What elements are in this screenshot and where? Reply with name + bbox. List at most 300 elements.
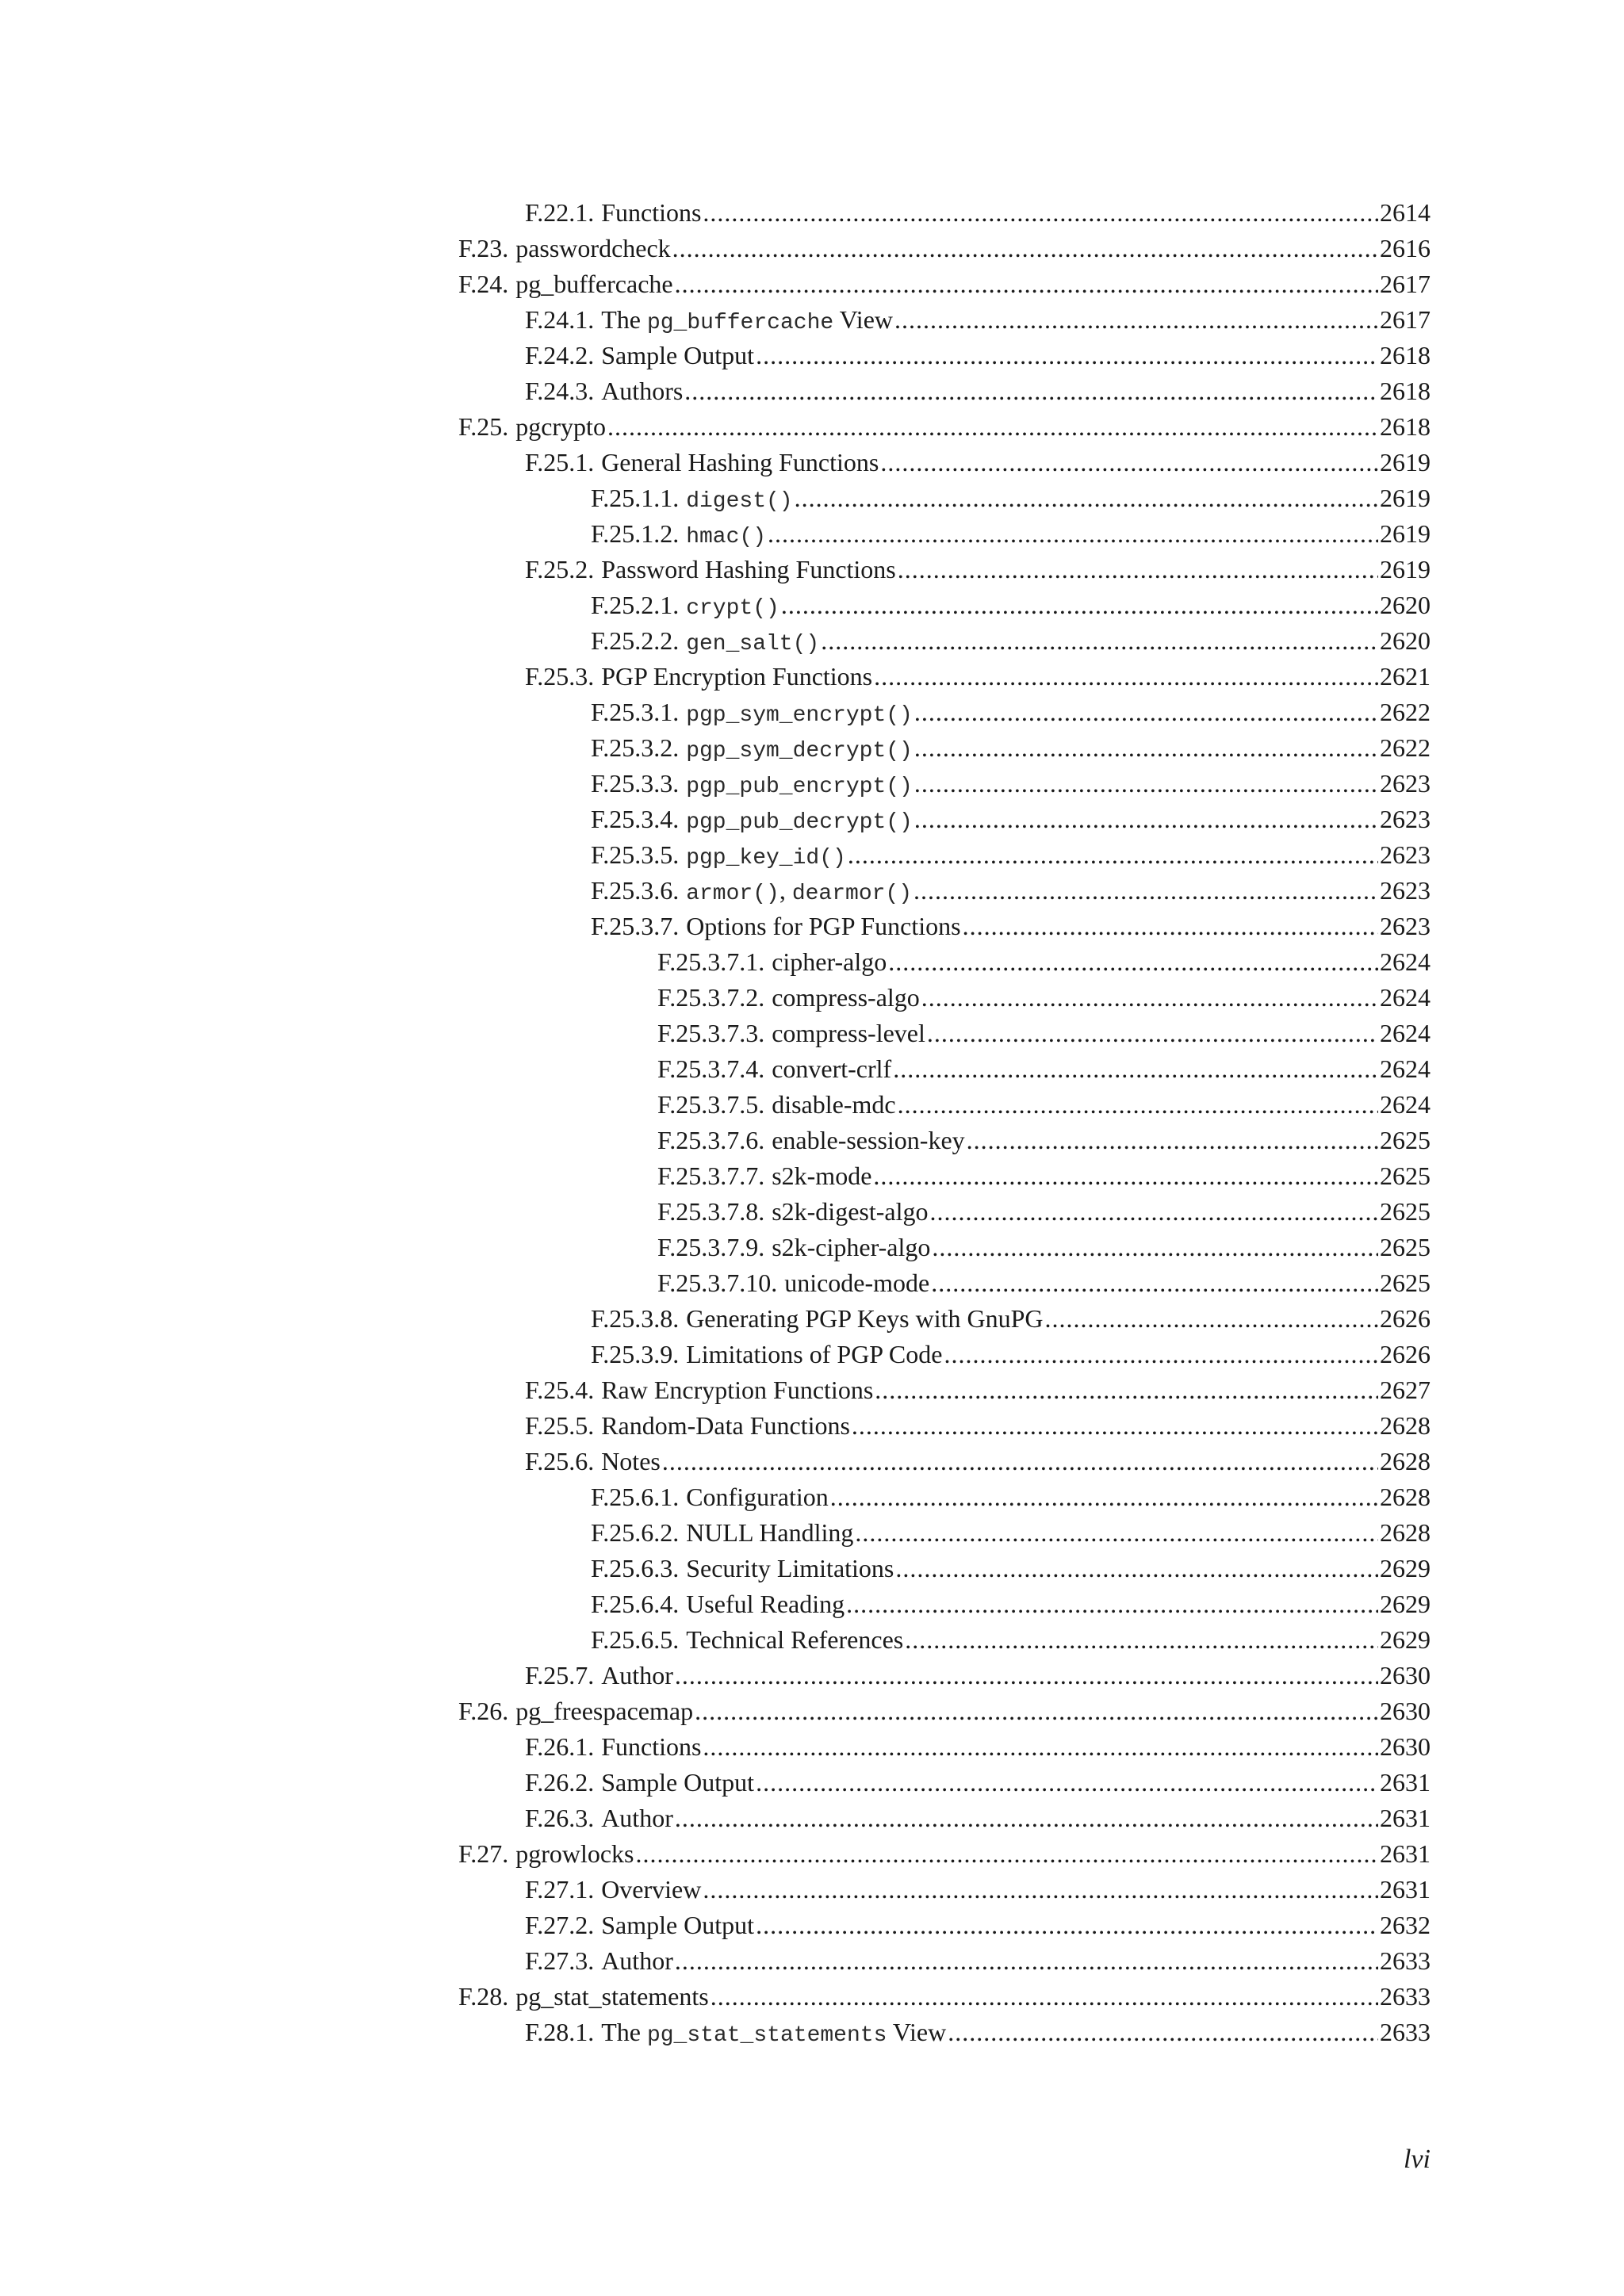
dot-leader [898,552,1378,587]
toc-entry-page: 2632 [1380,1911,1431,1939]
toc-entry[interactable] [458,1908,1431,1943]
toc-entry[interactable] [458,1872,1431,1908]
toc-entry[interactable] [458,409,1431,445]
toc-entry-text: Random-Data Functions [601,1411,850,1440]
toc-entry-title [525,373,683,409]
toc-entry-page: 2621 [1380,662,1431,691]
toc-entry-page: 2629 [1380,1554,1431,1582]
toc-entry[interactable] [458,802,1431,837]
dot-leader [675,1658,1378,1693]
toc-entry[interactable] [458,1372,1431,1408]
toc-entry-title [591,695,913,733]
toc-entry-text: Overview [601,1875,702,1904]
dot-leader [894,302,1378,338]
toc-entry[interactable] [458,1479,1431,1515]
dot-leader [830,1479,1378,1515]
toc-entry-page: 2618 [1380,412,1431,441]
toc-entry-page: 2628 [1380,1411,1431,1440]
toc-entry-title [525,1943,673,1979]
toc-entry-number: F.25.3.7.8. [657,1197,765,1226]
dot-leader [848,837,1378,873]
toc-entry-number: F.24.2. [525,341,595,369]
toc-entry[interactable] [458,1979,1431,2015]
toc-entry-page: 2619 [1380,484,1431,512]
toc-entry-number: F.27.1. [525,1875,595,1904]
dot-leader [893,1051,1378,1087]
toc-entry-title [591,1337,942,1372]
toc-entry-number: F.25.3.4. [591,805,680,833]
toc-entry-text: View [833,305,893,334]
toc-entry-number: F.25.3.7.10. [657,1269,778,1297]
dot-leader [846,1586,1378,1622]
toc-entry-code: pgp_pub_decrypt() [686,810,913,835]
toc-entry-page: 2631 [1380,1804,1431,1832]
dot-leader [607,409,1378,445]
toc-entry-text: Options for PGP Functions [686,912,961,940]
toc-entry-number: F.24. [458,270,509,298]
toc-entry-page: 2628 [1380,1483,1431,1511]
toc-entry[interactable] [458,480,1431,516]
toc-entry-page: 2619 [1380,448,1431,476]
dot-leader [905,1622,1378,1658]
dot-leader [927,1016,1378,1051]
toc-entry-title [525,302,893,341]
dot-leader [684,373,1378,409]
dot-leader [929,1194,1378,1230]
toc-entry-text: Security Limitations [686,1554,894,1582]
toc-entry-number: F.26.2. [525,1768,595,1797]
toc-entry-number: F.25.5. [525,1411,595,1440]
toc-entry-code: digest() [686,489,793,514]
toc-entry[interactable] [458,1337,1431,1372]
toc-entry-title [657,1194,928,1230]
dot-leader [855,1515,1378,1551]
toc-entry[interactable] [458,1194,1431,1230]
dot-leader [710,1979,1378,2015]
toc-entry-number: F.25.6.4. [591,1590,680,1618]
toc-entry-code: crypt() [686,596,779,621]
toc-entry-title [525,1872,701,1908]
toc-entry-number: F.22.1. [525,198,595,227]
toc-entry-title [657,1265,929,1301]
toc-entry-title [591,1479,829,1515]
toc-entry-title [657,1051,891,1087]
toc-entry-page: 2625 [1380,1161,1431,1190]
dot-leader [875,1372,1378,1408]
toc-entry-title [525,1444,661,1479]
toc-entry-number: F.25.3.7.1. [657,947,765,976]
dot-leader [874,659,1378,695]
toc-entry-page: 2618 [1380,377,1431,405]
toc-entry-text: unicode-mode [784,1269,930,1297]
toc-entry[interactable] [458,766,1431,802]
toc-entry-page: 2623 [1380,876,1431,905]
toc-entry-text: Sample Output [601,1768,755,1797]
toc-entry[interactable] [458,1016,1431,1051]
page-folio: lvi [1404,2145,1431,2174]
toc-entry-text: Functions [601,198,702,227]
toc-entry-number: F.25.3.8. [591,1304,680,1333]
dot-leader [914,695,1378,730]
toc-entry[interactable] [458,730,1431,766]
toc-entry-title [525,445,879,480]
table-of-contents [458,195,1431,2050]
toc-entry[interactable] [458,944,1431,980]
toc-entry-page: 2622 [1380,698,1431,726]
toc-entry[interactable] [458,1444,1431,1479]
dot-leader [963,909,1378,944]
toc-entry-page: 2628 [1380,1447,1431,1475]
toc-entry-title [458,266,673,302]
toc-entry-text: Sample Output [601,1911,755,1939]
toc-entry-page: 2625 [1380,1233,1431,1261]
dot-leader [636,1836,1379,1872]
toc-entry-page: 2623 [1380,769,1431,798]
toc-entry-page: 2629 [1380,1625,1431,1654]
dot-leader [821,623,1378,659]
toc-entry-number: F.24.1. [525,305,595,334]
toc-entry[interactable] [458,231,1431,266]
toc-entry-page: 2624 [1380,1090,1431,1119]
toc-entry-page: 2622 [1380,733,1431,762]
toc-entry-title [525,1765,754,1800]
dot-leader [795,480,1378,516]
toc-entry-title [657,1016,925,1051]
toc-entry-page: 2623 [1380,840,1431,869]
toc-entry[interactable] [458,1836,1431,1872]
toc-entry[interactable] [458,695,1431,730]
toc-entry-number: F.25.3.9. [591,1340,680,1368]
toc-entry[interactable] [458,195,1431,231]
toc-entry[interactable] [458,980,1431,1016]
toc-entry-number: F.27.3. [525,1946,595,1975]
toc-entry-title [458,1979,709,2015]
toc-entry-title [591,1622,903,1658]
toc-entry-title [591,1551,894,1586]
toc-entry-title [525,1729,701,1765]
toc-entry[interactable] [458,302,1431,338]
toc-entry-number: F.25.3.7.3. [657,1019,765,1047]
toc-entry-code: pgp_key_id() [686,846,846,871]
dot-leader [852,1408,1378,1444]
toc-entry-number: F.25.3. [525,662,595,691]
toc-entry-title [657,980,920,1016]
toc-entry[interactable] [458,1230,1431,1265]
toc-entry-text: Limitations of PGP Code [686,1340,943,1368]
dot-leader [944,1337,1378,1372]
toc-entry-text: Author [601,1946,673,1975]
toc-entry-code: pg_buffercache [646,311,834,335]
toc-entry[interactable] [458,266,1431,302]
toc-entry-number: F.25. [458,412,509,441]
toc-entry-text: PGP Encryption Functions [601,662,873,691]
toc-entry-page: 2617 [1380,270,1431,298]
toc-entry-number: F.25.6.3. [591,1554,680,1582]
toc-entry[interactable] [458,1765,1431,1800]
dot-leader [781,587,1378,623]
toc-entry-number: F.25.6.1. [591,1483,680,1511]
toc-entry-page: 2631 [1380,1839,1431,1868]
toc-entry-text: The [601,2018,647,2046]
toc-entry-title [657,1230,930,1265]
dot-leader [921,980,1378,1016]
toc-entry[interactable] [458,623,1431,659]
toc-entry-title [591,1586,845,1622]
toc-entry-page: 2624 [1380,983,1431,1012]
toc-entry-page: 2626 [1380,1340,1431,1368]
toc-entry-page: 2620 [1380,626,1431,655]
toc-entry-page: 2630 [1380,1732,1431,1761]
dot-leader [948,2015,1378,2050]
toc-entry-number: F.25.3.3. [591,769,680,798]
toc-entry-text: enable-session-key [772,1126,965,1154]
toc-entry-title [525,1658,673,1693]
toc-entry-page: 2630 [1380,1697,1431,1725]
toc-entry[interactable] [458,1051,1431,1087]
toc-entry-title [591,1515,853,1551]
toc-entry-text: NULL Handling [686,1518,854,1547]
toc-entry-number: F.25.2.2. [591,626,680,655]
toc-entry-page: 2619 [1380,519,1431,548]
toc-entry-text: Configuration [686,1483,829,1511]
toc-entry-number: F.25.6.2. [591,1518,680,1547]
toc-entry-number: F.25.2.1. [591,591,680,619]
toc-entry-page: 2633 [1380,1946,1431,1975]
dot-leader [703,195,1378,231]
toc-entry[interactable] [458,1408,1431,1444]
toc-entry-title [525,195,701,231]
dot-leader [756,338,1378,373]
toc-entry[interactable] [458,1123,1431,1158]
dot-leader [703,1729,1378,1765]
toc-entry-number: F.25.3.5. [591,840,680,869]
toc-entry[interactable] [458,1729,1431,1765]
toc-entry-number: F.26.3. [525,1804,595,1832]
toc-entry-number: F.25.3.7.6. [657,1126,765,1154]
toc-entry-number: F.25.3.7.5. [657,1090,765,1119]
toc-entry-code: pg_stat_statements [646,2023,887,2048]
toc-entry-title [525,1372,873,1408]
toc-entry-text: General Hashing Functions [601,448,879,476]
dot-leader [703,1872,1378,1908]
toc-entry-text: compress-algo [772,983,920,1012]
toc-entry-code: gen_salt() [686,632,820,656]
toc-entry-title [591,623,819,662]
toc-entry-page: 2619 [1380,555,1431,584]
toc-entry-text: Useful Reading [686,1590,845,1618]
toc-entry-code: hmac() [686,525,767,549]
toc-entry-title [458,231,671,266]
dot-leader [756,1908,1378,1943]
dot-leader [932,1230,1378,1265]
toc-entry-title [657,944,887,980]
toc-entry[interactable] [458,1551,1431,1586]
toc-entry-page: 2625 [1380,1126,1431,1154]
toc-entry[interactable] [458,1800,1431,1836]
toc-entry-text: Raw Encryption Functions [601,1376,874,1404]
toc-entry-page: 2625 [1380,1197,1431,1226]
toc-entry-number: F.26.1. [525,1732,595,1761]
toc-entry-text: Generating PGP Keys with GnuPG [686,1304,1044,1333]
dot-leader [888,944,1378,980]
toc-entry-number: F.25.1. [525,448,595,476]
dot-leader [675,266,1378,302]
toc-entry-text: compress-level [772,1019,925,1047]
toc-entry-page: 2616 [1380,234,1431,262]
toc-entry-page: 2631 [1380,1768,1431,1797]
toc-entry-number: F.25.3.7.2. [657,983,765,1012]
toc-entry-title [591,730,913,769]
toc-entry-page: 2624 [1380,947,1431,976]
toc-entry-text: Technical References [686,1625,904,1654]
toc-entry[interactable] [458,1658,1431,1693]
toc-entry-title [591,837,846,876]
toc-entry-text: cipher-algo [772,947,887,976]
toc-entry-text: s2k-cipher-algo [772,1233,931,1261]
toc-entry-text: The [601,305,647,334]
toc-entry-number: F.23. [458,234,509,262]
dot-leader [662,1444,1378,1479]
toc-entry[interactable] [458,1693,1431,1729]
toc-entry-page: 2629 [1380,1590,1431,1618]
toc-entry-number: F.25.1.2. [591,519,680,548]
dot-leader [967,1123,1378,1158]
toc-entry[interactable] [458,1158,1431,1194]
toc-entry[interactable] [458,909,1431,944]
toc-entry-title [591,873,912,912]
toc-entry-text: Notes [601,1447,661,1475]
toc-entry-text: Functions [601,1732,702,1761]
toc-entry-page: 2614 [1380,198,1431,227]
toc-entry-title [525,2015,946,2053]
toc-entry-number: F.25.3.2. [591,733,680,762]
toc-entry-number: F.25.6.5. [591,1625,680,1654]
toc-entry-title [657,1158,871,1194]
toc-entry[interactable] [458,1301,1431,1337]
toc-entry-text: pgcrypto [515,412,606,441]
toc-entry-number: F.26. [458,1697,509,1725]
toc-entry-title [458,409,606,445]
toc-entry-text: convert-crlf [772,1054,892,1083]
toc-entry-title [458,1836,634,1872]
toc-entry[interactable] [458,445,1431,480]
toc-entry-code: pgp_sym_decrypt() [686,739,913,763]
toc-entry-number: F.25.3.7. [591,912,680,940]
toc-entry-code: pgp_sym_encrypt() [686,703,913,728]
toc-entry-title [525,1800,673,1836]
toc-entry-title [458,1693,693,1729]
toc-entry-page: 2623 [1380,805,1431,833]
toc-entry[interactable] [458,1515,1431,1551]
toc-entry-text: s2k-mode [772,1161,872,1190]
dot-leader [1045,1301,1378,1337]
toc-entry-code: armor() [686,882,779,906]
dot-leader [672,231,1378,266]
toc-entry-page: 2624 [1380,1019,1431,1047]
toc-entry[interactable] [458,587,1431,623]
toc-entry[interactable] [458,1586,1431,1622]
toc-entry-number: F.28.1. [525,2018,595,2046]
toc-entry[interactable] [458,373,1431,409]
toc-entry-page: 2633 [1380,1982,1431,2011]
toc-entry[interactable] [458,873,1431,909]
dot-leader [695,1693,1378,1729]
toc-entry[interactable] [458,837,1431,873]
toc-entry-number: F.25.1.1. [591,484,680,512]
toc-entry-number: F.25.3.7.9. [657,1233,765,1261]
toc-entry-text: View [887,2018,947,2046]
toc-entry-page: 2620 [1380,591,1431,619]
toc-entry-title [591,909,961,944]
toc-entry-title [591,802,913,840]
toc-entry-title [591,1301,1044,1337]
toc-entry-code: dearmor() [791,882,913,906]
toc-entry-text: s2k-digest-algo [772,1197,929,1226]
dot-leader [768,516,1378,552]
toc-entry-number: F.25.3.1. [591,698,680,726]
toc-entry-title [525,1908,754,1943]
toc-entry[interactable] [458,338,1431,373]
toc-entry-text: Password Hashing Functions [601,555,896,584]
dot-leader [675,1800,1378,1836]
dot-leader [880,445,1378,480]
toc-entry-title [591,766,913,805]
toc-entry-page: 2623 [1380,912,1431,940]
dot-leader [756,1765,1378,1800]
dot-leader [914,766,1378,802]
toc-entry-number: F.28. [458,1982,509,2011]
toc-entry-number: F.24.3. [525,377,595,405]
toc-entry-number: F.25.3.6. [591,876,680,905]
toc-entry[interactable] [458,1943,1431,1979]
toc-entry[interactable] [458,2015,1431,2050]
toc-entry-page: 2624 [1380,1054,1431,1083]
dot-leader [675,1943,1378,1979]
toc-entry-title [525,1408,850,1444]
toc-entry[interactable] [458,552,1431,587]
dot-leader [873,1158,1378,1194]
toc-entry-page: 2625 [1380,1269,1431,1297]
toc-entry-number: F.25.6. [525,1447,595,1475]
toc-entry-page: 2630 [1380,1661,1431,1689]
toc-entry[interactable] [458,1265,1431,1301]
dot-leader [898,1087,1378,1123]
toc-entry-title [657,1123,965,1158]
toc-entry-number: F.27.2. [525,1911,595,1939]
toc-entry-text: Author [601,1804,673,1832]
toc-entry-title [525,659,872,695]
toc-entry-text: pg_buffercache [515,270,673,298]
toc-entry-page: 2628 [1380,1518,1431,1547]
dot-leader [895,1551,1378,1586]
toc-entry[interactable] [458,1622,1431,1658]
toc-entry-text: passwordcheck [515,234,671,262]
toc-entry[interactable] [458,659,1431,695]
dot-leader [931,1265,1378,1301]
toc-entry-text: pg_freespacemap [515,1697,694,1725]
toc-entry[interactable] [458,516,1431,552]
toc-entry-text: pgrowlocks [515,1839,634,1868]
toc-entry-title [591,516,766,555]
toc-entry-title [591,480,793,519]
toc-entry-code: pgp_pub_encrypt() [686,775,913,799]
toc-entry-number: F.25.2. [525,555,595,584]
toc-entry-title [591,587,779,626]
toc-entry-text: Authors [601,377,684,405]
toc-entry-page: 2618 [1380,341,1431,369]
toc-entry[interactable] [458,1087,1431,1123]
toc-entry-text: pg_stat_statements [515,1982,709,2011]
